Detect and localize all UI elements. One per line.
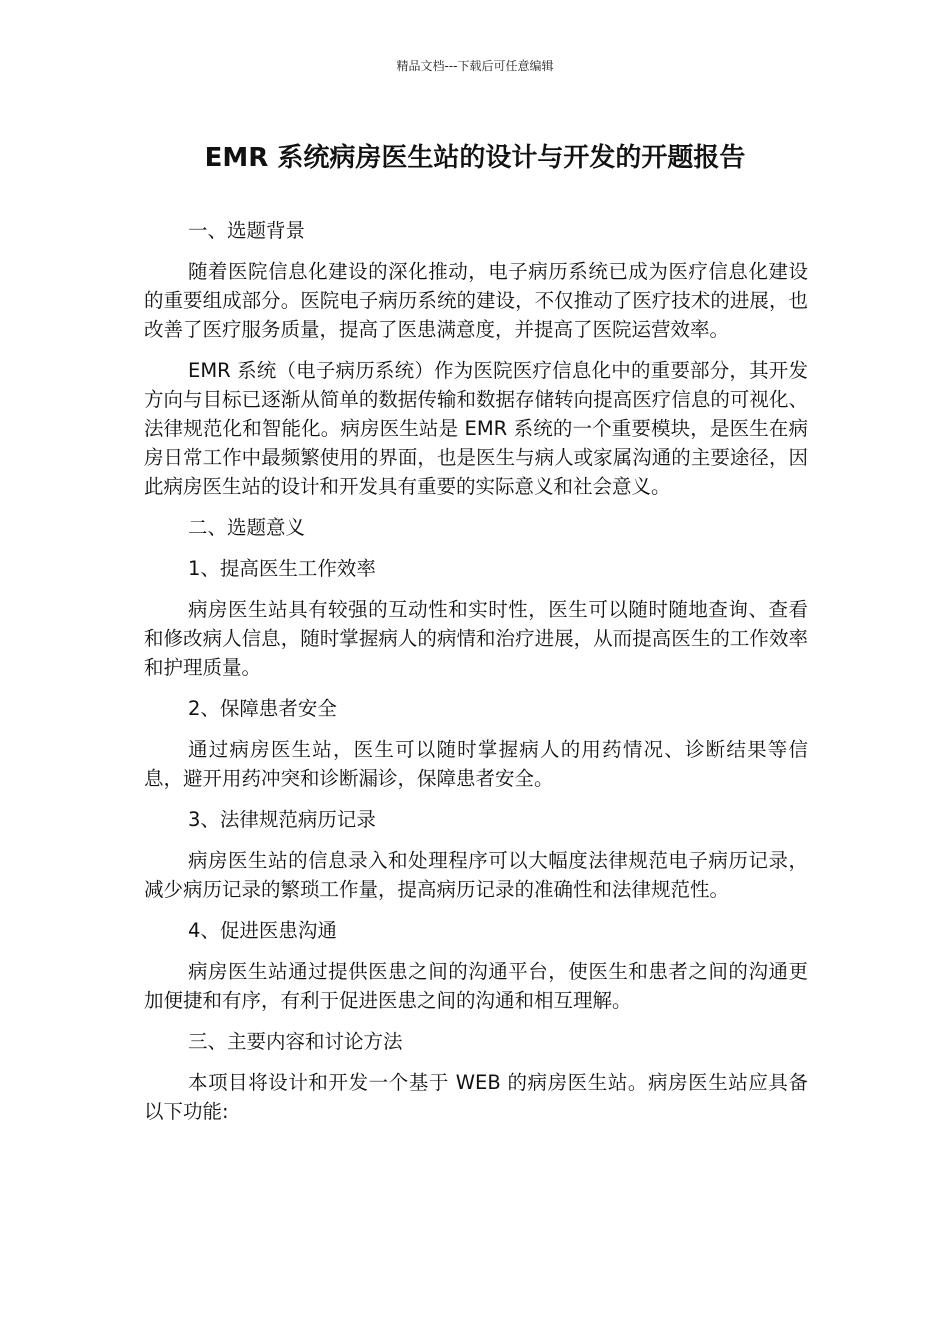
subheading: 2、保障患者安全 (188, 697, 337, 720)
subheading: 4、促进医患沟通 (188, 919, 337, 942)
document-body (144, 216, 808, 1138)
paragraph: 病房医生站通过提供医患之间的沟通平台，使医生和患者之间的沟通更加便捷和有序，有利于促进医患之间的沟通和相互理解。 (144, 960, 808, 1012)
page-header-note: 精品文档---下载后可任意编辑 (396, 59, 554, 73)
subheading: 3、法律规范病历记录 (188, 808, 376, 831)
paragraph: 通过病房医生站，医生可以随时掌握病人的用药情况、诊断结果等信息，避开用药冲突和诊断漏诊，保障患者安全。 (144, 738, 808, 790)
section-heading-significance: 二、选题意义 (188, 516, 306, 539)
subheading: 1、提高医生工作效率 (188, 557, 376, 580)
section-heading-background: 一、选题背景 (188, 219, 306, 242)
paragraph: 随着医院信息化建设的深化推动，电子病历系统已成为医疗信息化建设的重要组成部分。医院电子病历系统的建设，不仅推动了医疗技术的进展，也改善了医疗服务质量，提高了医患满意度，并提高了医院运营效率。 (144, 260, 808, 341)
section-heading-content-methods: 三、主要内容和讨论方法 (188, 1030, 403, 1053)
paragraph: 病房医生站具有较强的互动性和实时性，医生可以随时随地查询、查看和修改病人信息，随时掌握病人的病情和治疗进展，从而提高医生的工作效率和护理质量。 (144, 598, 808, 679)
paragraph: 病房医生站的信息录入和处理程序可以大幅度法律规范电子病历记录，减少病历记录的繁琐工作量，提高病历记录的准确性和法律规范性。 (144, 849, 808, 901)
document-title: EMR 系统病房医生站的设计与开发的开题报告 (204, 143, 746, 173)
paragraph: 本项目将设计和开发一个基于 WEB 的病房医生站。病房医生站应具备以下功能: (144, 1071, 808, 1123)
paragraph: EMR 系统（电子病历系统）作为医院医疗信息化中的重要部分，其开发方向与目标已逐渐从简单的数据传输和数据存储转向提高医疗信息的可视化、法律规范化和智能化。病房医生站是 EMR 系统的一个重要模块，是医生在病房日常工作中最频繁使用的界面，也是医生与病人或家属沟通的主要途径，因此病房医生站的设计和开发具有重要的实际意义和社会意义。 (144, 359, 808, 498)
